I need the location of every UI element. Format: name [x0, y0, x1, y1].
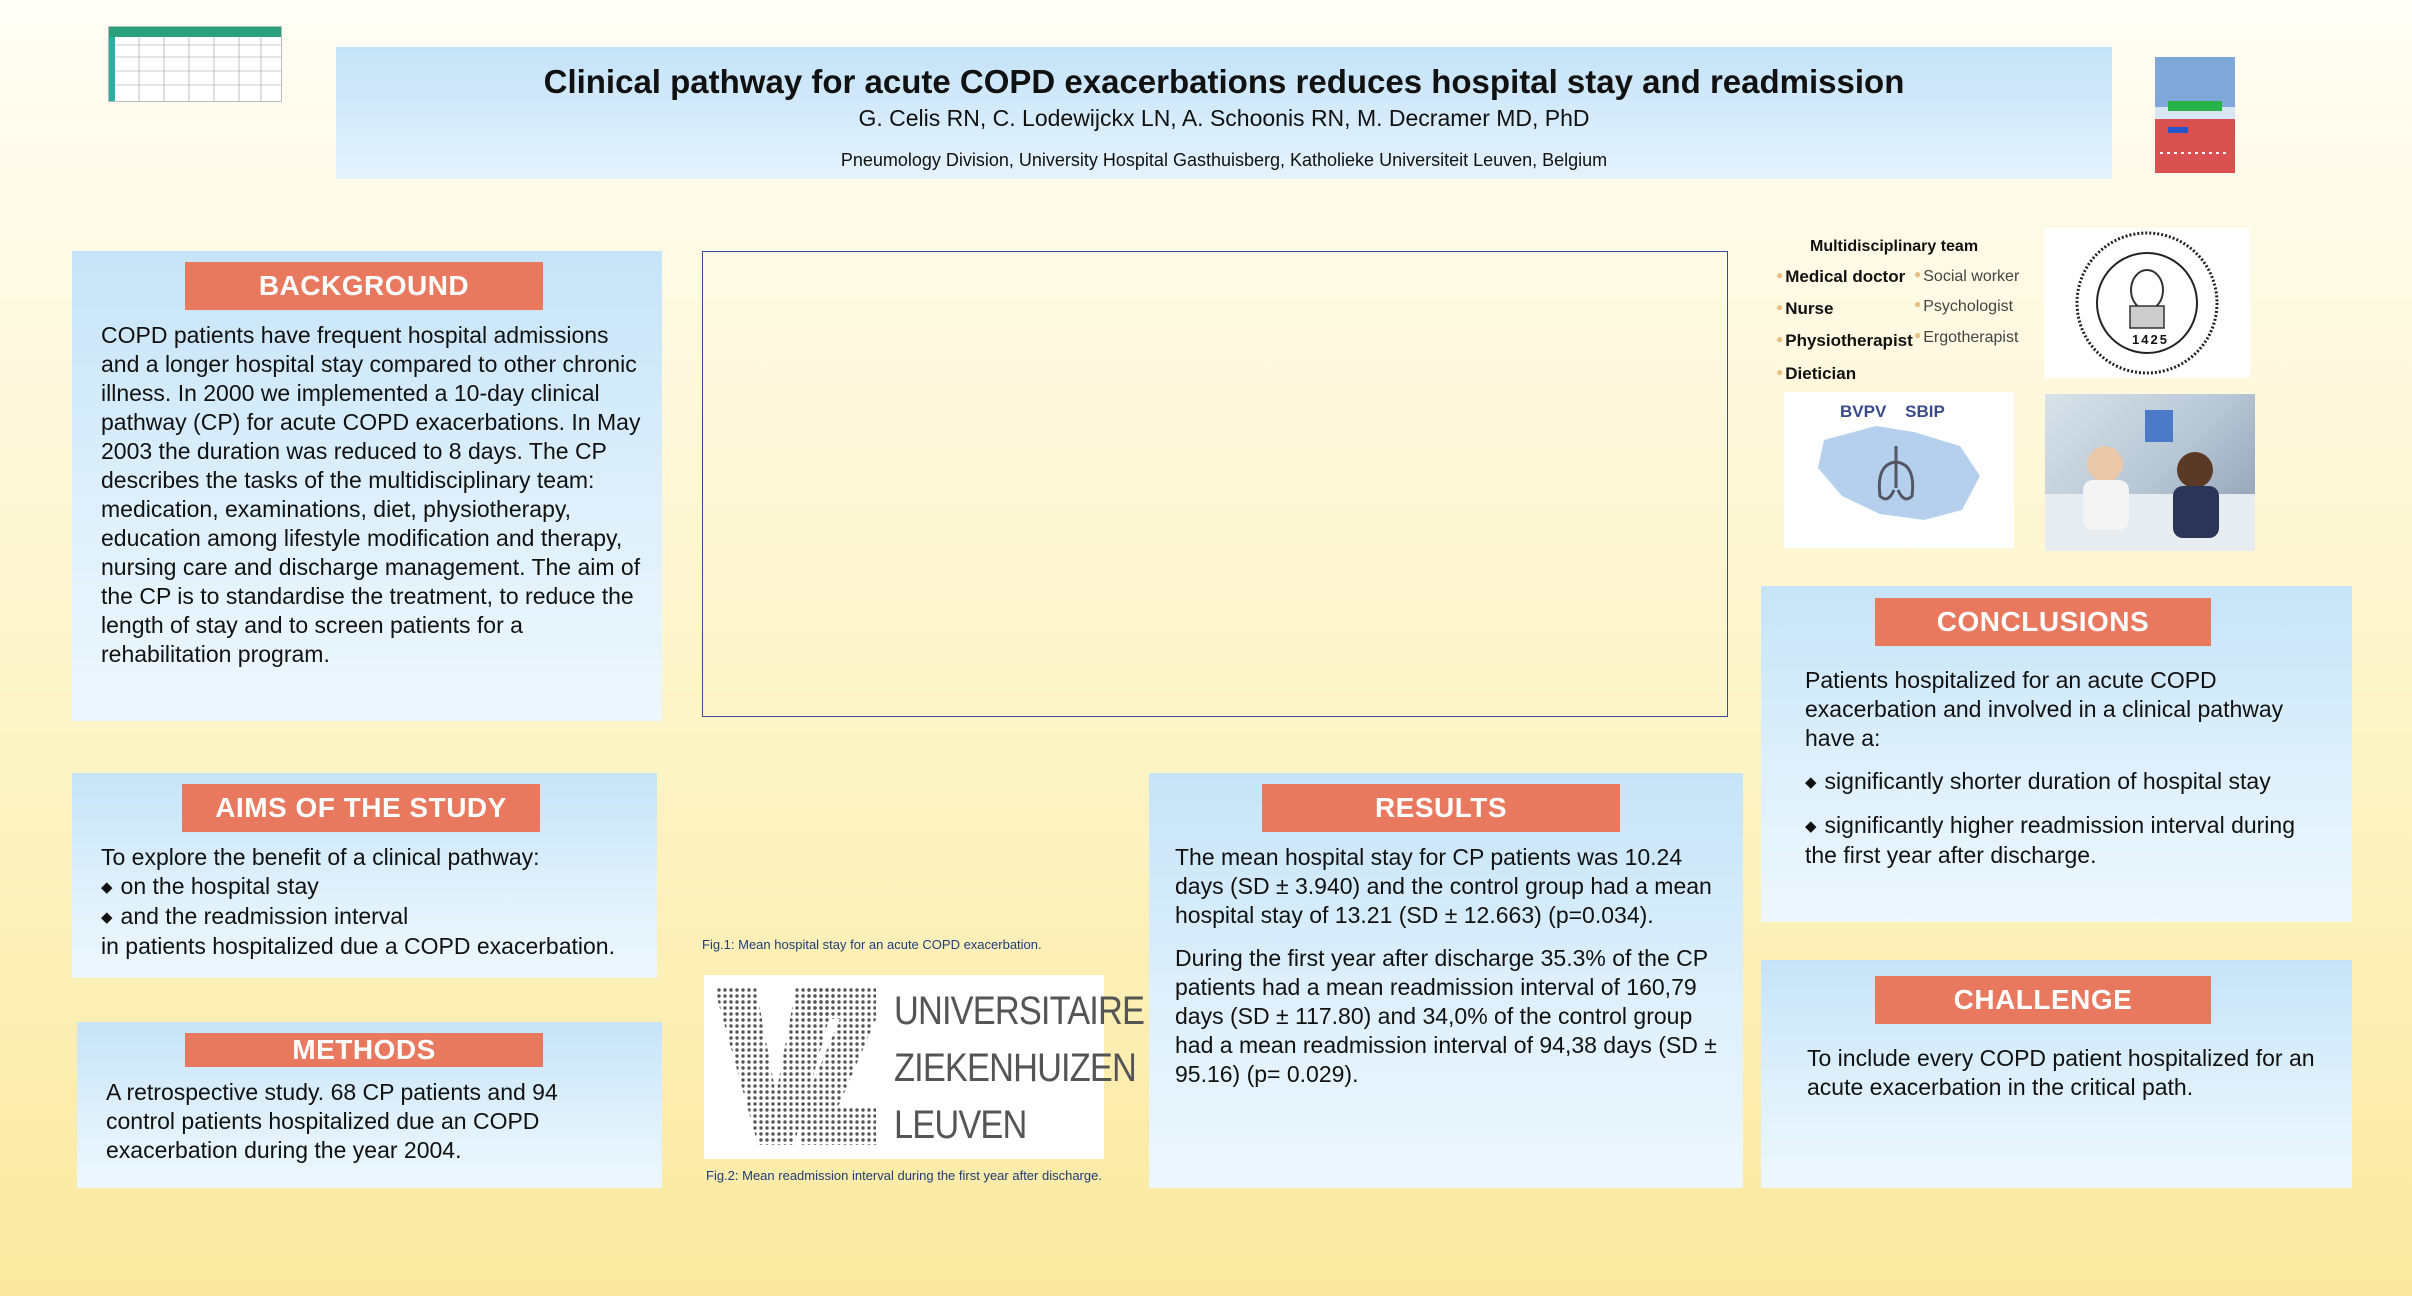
- uz-leuven-logo: [704, 975, 1145, 1159]
- bullet-dot-icon: ●: [1776, 300, 1784, 314]
- aims-bullet-2: ◆ and the readmission interval: [101, 902, 646, 932]
- conclusions-intro: Patients hospitalized for an acute COPD exacerbation and involved in a clinical pathway have a:: [1805, 667, 2284, 751]
- methods-text: A retrospective study. 68 CP patients and 94 control patients hospitalized due an COPD exacerbation during the year 2004.: [106, 1079, 558, 1163]
- photo-graphic: [2045, 394, 2255, 551]
- figure-1-frame: [702, 251, 1728, 717]
- aims-intro: To explore the benefit of a clinical pathway:: [101, 844, 540, 870]
- poster-title: Clinical pathway for acute COPD exacerbations reduces hospital stay and readmission: [543, 63, 1905, 100]
- university-seal: [2044, 228, 2250, 378]
- background-panel: [72, 251, 662, 721]
- flow-diagram-graphic: [2154, 57, 2236, 175]
- seal-graphic: [2044, 228, 2250, 378]
- team-member-2: ● Nurse: [1776, 299, 1834, 318]
- conclusions-bullet-1: ◆ significantly shorter duration of hospital stay: [1805, 767, 2325, 797]
- flow-diagram-thumbnail: [2154, 57, 2236, 175]
- results-heading: RESULTS: [1262, 784, 1620, 832]
- bullet-dot-icon: ●: [1914, 328, 1922, 342]
- title-banner: [336, 47, 2112, 179]
- affiliation: Pneumology Division, University Hospital Gasthuisberg, Katholieke Universiteit Leuven, Belgium: [840, 150, 1608, 170]
- methods-panel: [77, 1022, 662, 1188]
- bullet-dot-icon: ●: [1776, 332, 1784, 346]
- uz-logo-line-2: ZIEKENHUIZEN: [894, 1046, 1136, 1090]
- figure-2-caption: Fig.2: Mean readmission interval during the first year after discharge.: [706, 1168, 1102, 1183]
- team-member-5: ● Social worker: [1914, 267, 2020, 285]
- results-text: [1175, 843, 1720, 1103]
- bullet-dot-icon: ●: [1914, 297, 1922, 311]
- team-member-3: ● Physiotherapist: [1776, 331, 1913, 350]
- team-member-1: ● Medical doctor: [1776, 267, 1906, 286]
- team-member-6: ● Psychologist: [1914, 297, 2014, 315]
- aims-text: [101, 843, 646, 961]
- challenge-heading: CHALLENGE: [1875, 976, 2211, 1024]
- uz-logo-line-3: LEUVEN: [894, 1103, 1027, 1147]
- uz-logo-line-1: UNIVERSITAIRE: [894, 989, 1145, 1033]
- challenge-text: To include every COPD patient hospitalized for an acute exacerbation in the critical path.: [1807, 1045, 2315, 1100]
- seal-year: 1425: [2132, 332, 2169, 347]
- bvpv-sbip-text: BVPV SBIP: [1840, 402, 1945, 421]
- background-heading: BACKGROUND: [185, 262, 543, 310]
- consultation-photo: [2045, 394, 2255, 551]
- authors: G. Celis RN, C. Lodewijckx LN, A. Schoonis RN, M. Decramer MD, PhD: [858, 105, 1590, 131]
- results-panel: [1149, 773, 1743, 1188]
- pathway-table-thumbnail: [108, 26, 282, 102]
- aims-outro: in patients hospitalized due a COPD exacerbation.: [101, 933, 615, 959]
- challenge-panel: [1761, 960, 2352, 1188]
- results-paragraph-1: The mean hospital stay for CP patients was 10.24 days (SD ± 3.940) and the control group had a mean hospital stay of 13.21 (SD ± 12.663) (p=0.034).: [1175, 844, 1712, 928]
- figure-1-caption: Fig.1: Mean hospital stay for an acute COPD exacerbation.: [702, 937, 1042, 952]
- conclusions-panel: [1761, 586, 2352, 922]
- conclusions-bullet-2: ◆ significantly higher readmission interval during the first year after discharge.: [1805, 811, 2325, 870]
- aims-heading: AIMS OF THE STUDY: [182, 784, 540, 832]
- team-member-4: ● Dietician: [1776, 364, 1857, 383]
- table-thumbnail-graphic: [109, 27, 281, 101]
- bvpv-sbip-logo: [1784, 392, 2014, 548]
- conclusions-text: [1805, 666, 2325, 884]
- methods-heading: METHODS: [185, 1033, 543, 1067]
- bullet-dot-icon: ●: [1914, 267, 1922, 281]
- results-paragraph-2: During the first year after discharge 35.3% of the CP patients had a mean readmission interval of 160,79 days (SD ± 117.80) and 34,0% of the control group had a mean readmission interval of 94,38 days (SD ± 95.16) (p= 0.029).: [1175, 945, 1717, 1087]
- team-title: Multidisciplinary team: [1810, 238, 1979, 255]
- team-member-7: ● Ergotherapist: [1914, 328, 2019, 346]
- background-text: COPD patients have frequent hospital admissions and a longer hospital stay compared to other chronic illness. In 2000 we implemented a 10-day clinical pathway (CP) for acute COPD exacerbations. In May 2003 the duration was reduced to 8 days. The CP describes the tasks of the multidisciplinary team: medication, examinations, diet, physiotherapy, education among lifestyle modification and therapy, nursing care and discharge management. The aim of the CP is to standardise the treatment, to reduce the length of stay and to screen patients for a rehabilitation program.: [101, 322, 641, 667]
- aims-panel: [72, 773, 657, 978]
- bullet-dot-icon: ●: [1776, 268, 1784, 282]
- conclusions-heading: CONCLUSIONS: [1875, 598, 2211, 646]
- aims-bullet-1: ◆ on the hospital stay: [101, 872, 646, 902]
- bullet-dot-icon: ●: [1776, 365, 1784, 379]
